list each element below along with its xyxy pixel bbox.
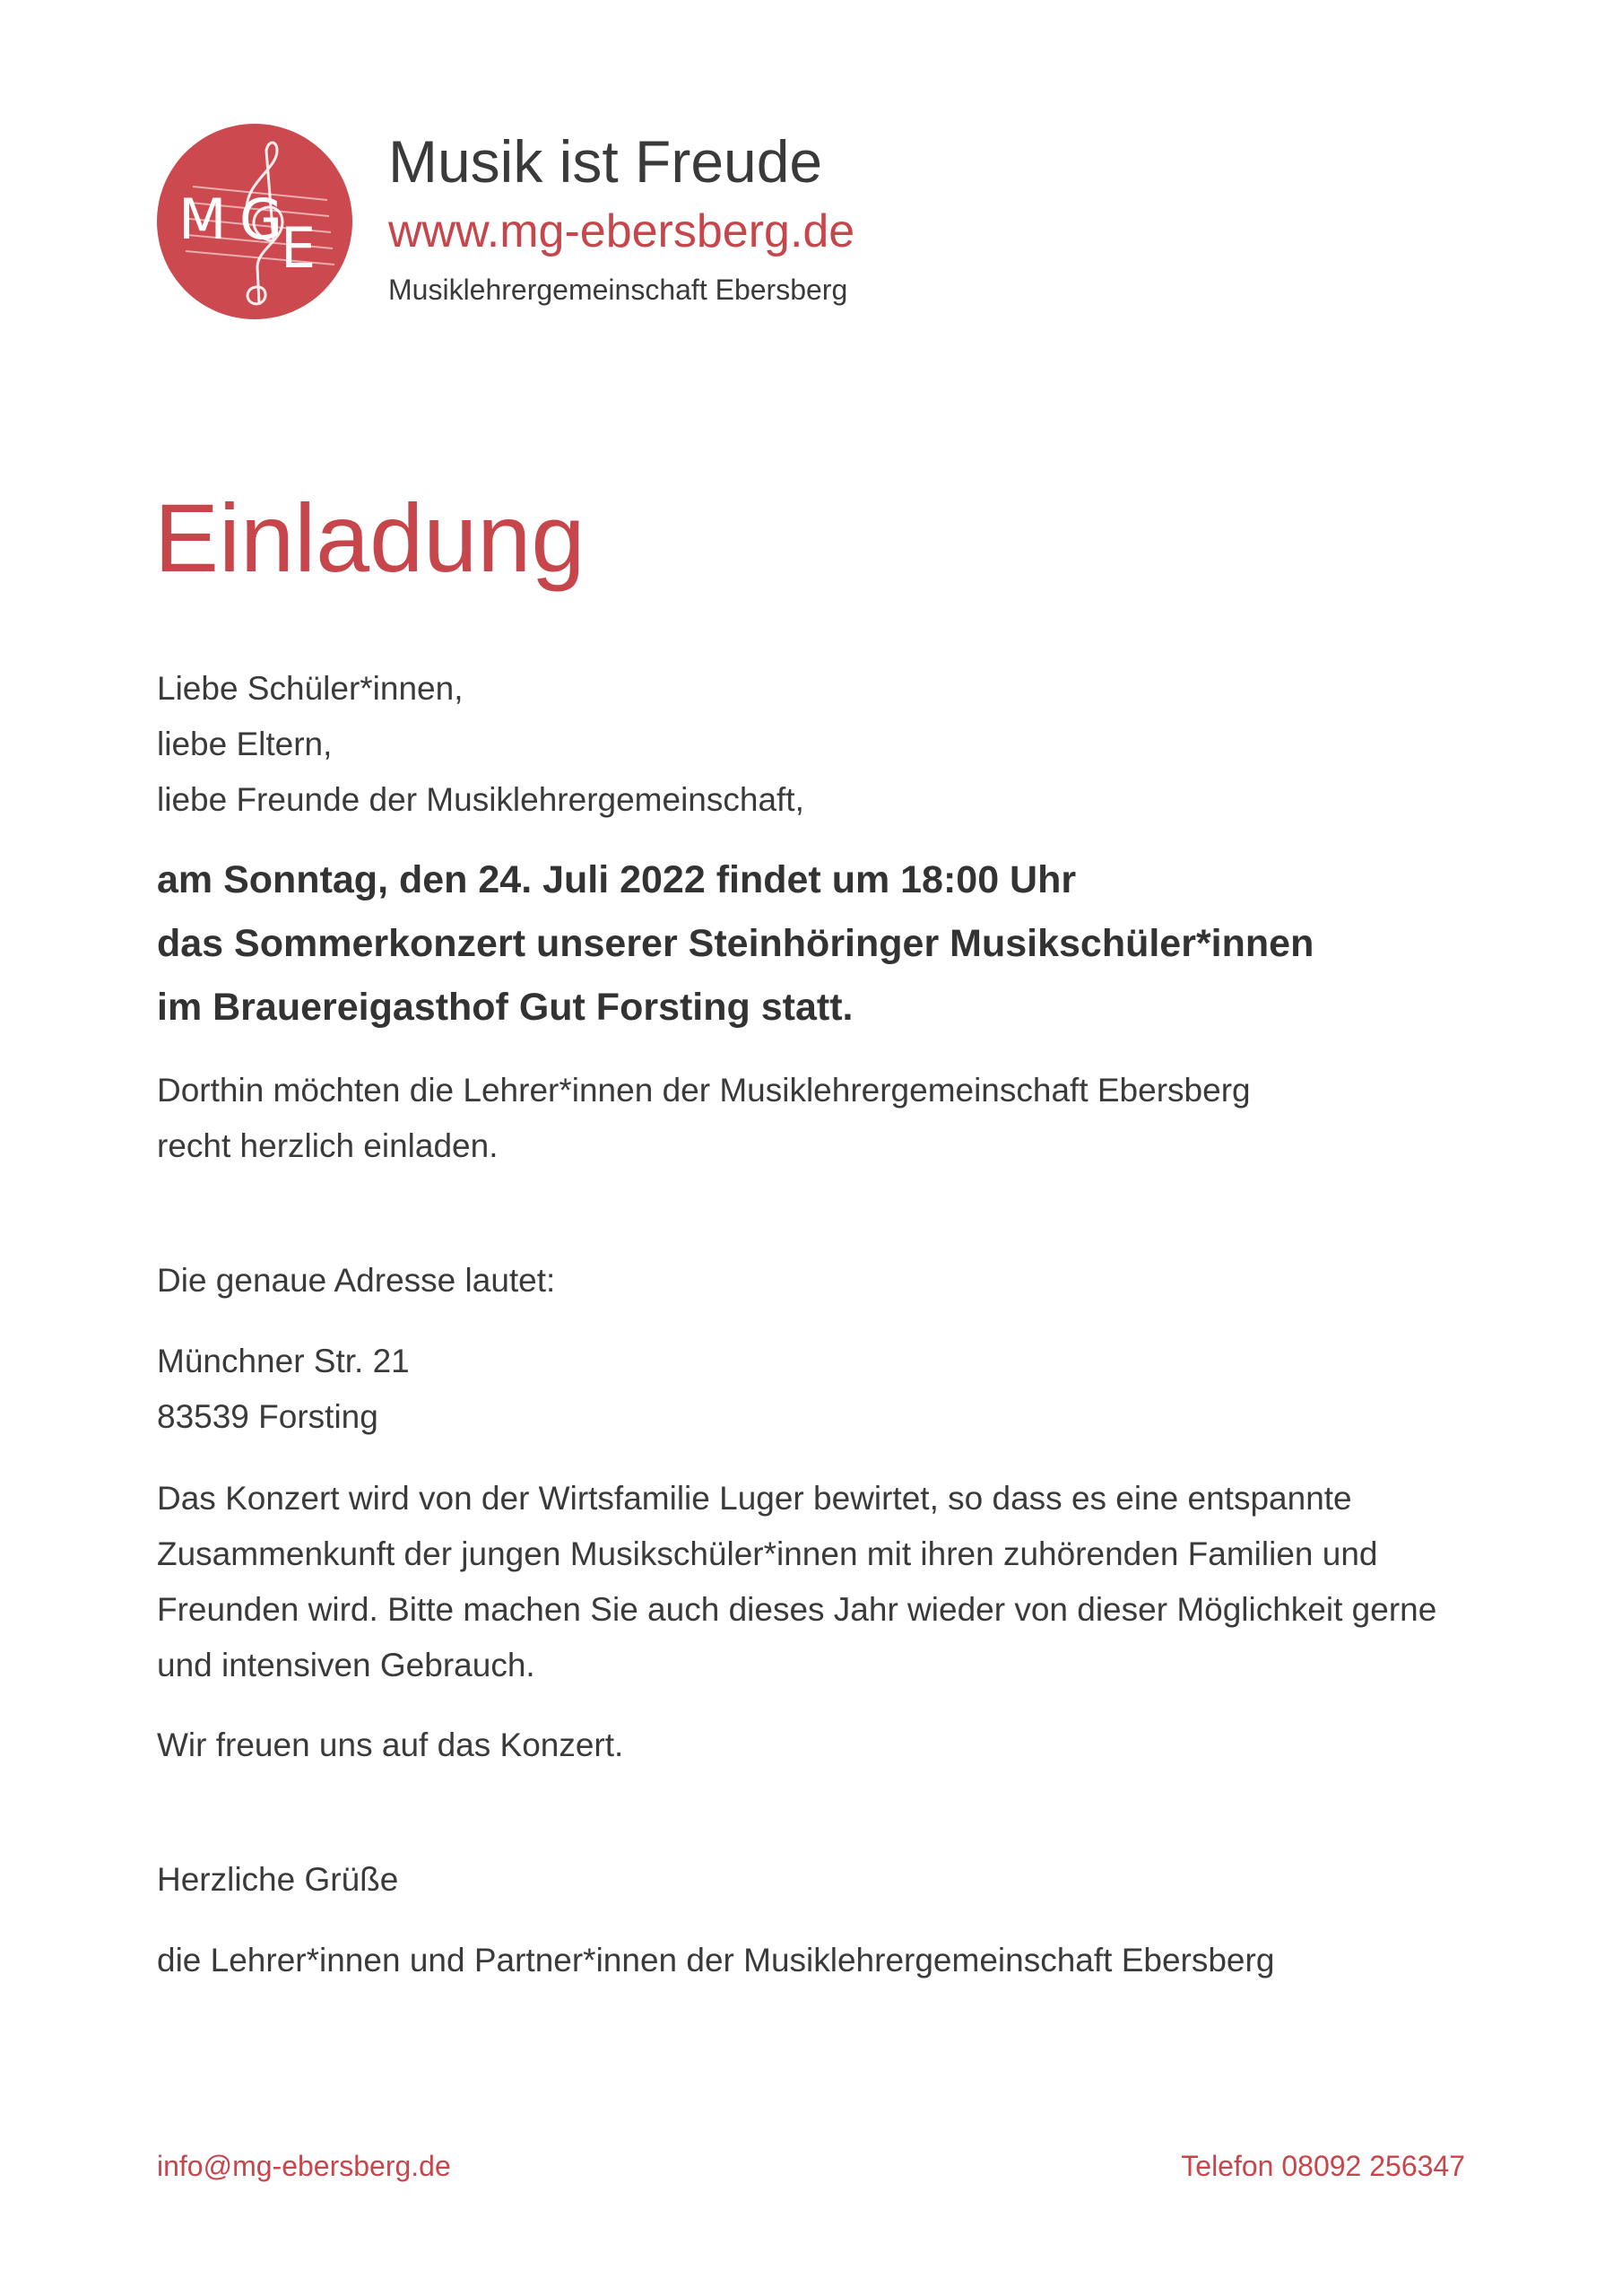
footer-email[interactable]: info@mg-ebersberg.de: [157, 2150, 451, 2182]
details-line-1: Das Konzert wird von der Wirtsfamilie Luger bewirtet, so dass es eine entspannte: [157, 1480, 1352, 1517]
logo-letter-g: G: [239, 187, 283, 252]
logo-letter-m: M: [178, 187, 227, 252]
details-line-2: Zusammenkunft der jungen Musikschüler*innen mit ihren zuhörenden Familien und: [157, 1535, 1378, 1572]
signature: die Lehrer*innen und Partner*innen der Musiklehrergemeinschaft Ebersberg: [157, 1942, 1275, 1979]
organization-name: Musiklehrergemeinschaft Ebersberg: [388, 274, 848, 306]
regards: Herzliche Grüße: [157, 1861, 399, 1898]
website-link[interactable]: www.mg-ebersberg.de: [388, 205, 855, 257]
tagline: Musik ist Freude: [388, 128, 823, 195]
mge-logo: [157, 124, 352, 319]
greeting-line-3: liebe Freunde der Musiklehrergemeinschaft,: [157, 781, 804, 818]
document-title: Einladung: [154, 483, 585, 592]
address-intro: Die genaue Adresse lautet:: [157, 1262, 556, 1299]
logo-letter-e: E: [281, 215, 317, 281]
footer-phone[interactable]: Telefon 08092 256347: [1181, 2150, 1465, 2182]
address-city: 83539 Forsting: [157, 1398, 378, 1435]
greeting-line-2: liebe Eltern,: [157, 726, 333, 762]
announcement-line-1: am Sonntag, den 24. Juli 2022 findet um 18:00 Uhr: [157, 858, 1077, 901]
details-line-3: Freunden wird. Bitte machen Sie auch dieses Jahr wieder von dieser Möglichkeit gerne: [157, 1591, 1437, 1628]
treble-clef-logo-icon: [157, 124, 352, 319]
greeting-line-1: Liebe Schüler*innen,: [157, 670, 464, 707]
address-street: Münchner Str. 21: [157, 1343, 410, 1379]
invitation-line-2: recht herzlich einladen.: [157, 1127, 499, 1164]
details-line-4: und intensiven Gebrauch.: [157, 1647, 535, 1683]
closing-note: Wir freuen uns auf das Konzert.: [157, 1726, 624, 1763]
invitation-line-1: Dorthin möchten die Lehrer*innen der Musiklehrergemeinschaft Ebersberg: [157, 1072, 1251, 1109]
announcement-line-3: im Brauereigasthof Gut Forsting statt.: [157, 986, 854, 1029]
letterhead: [157, 124, 1233, 319]
announcement-line-2: das Sommerkonzert unserer Steinhöringer Musikschüler*innen: [157, 922, 1314, 965]
